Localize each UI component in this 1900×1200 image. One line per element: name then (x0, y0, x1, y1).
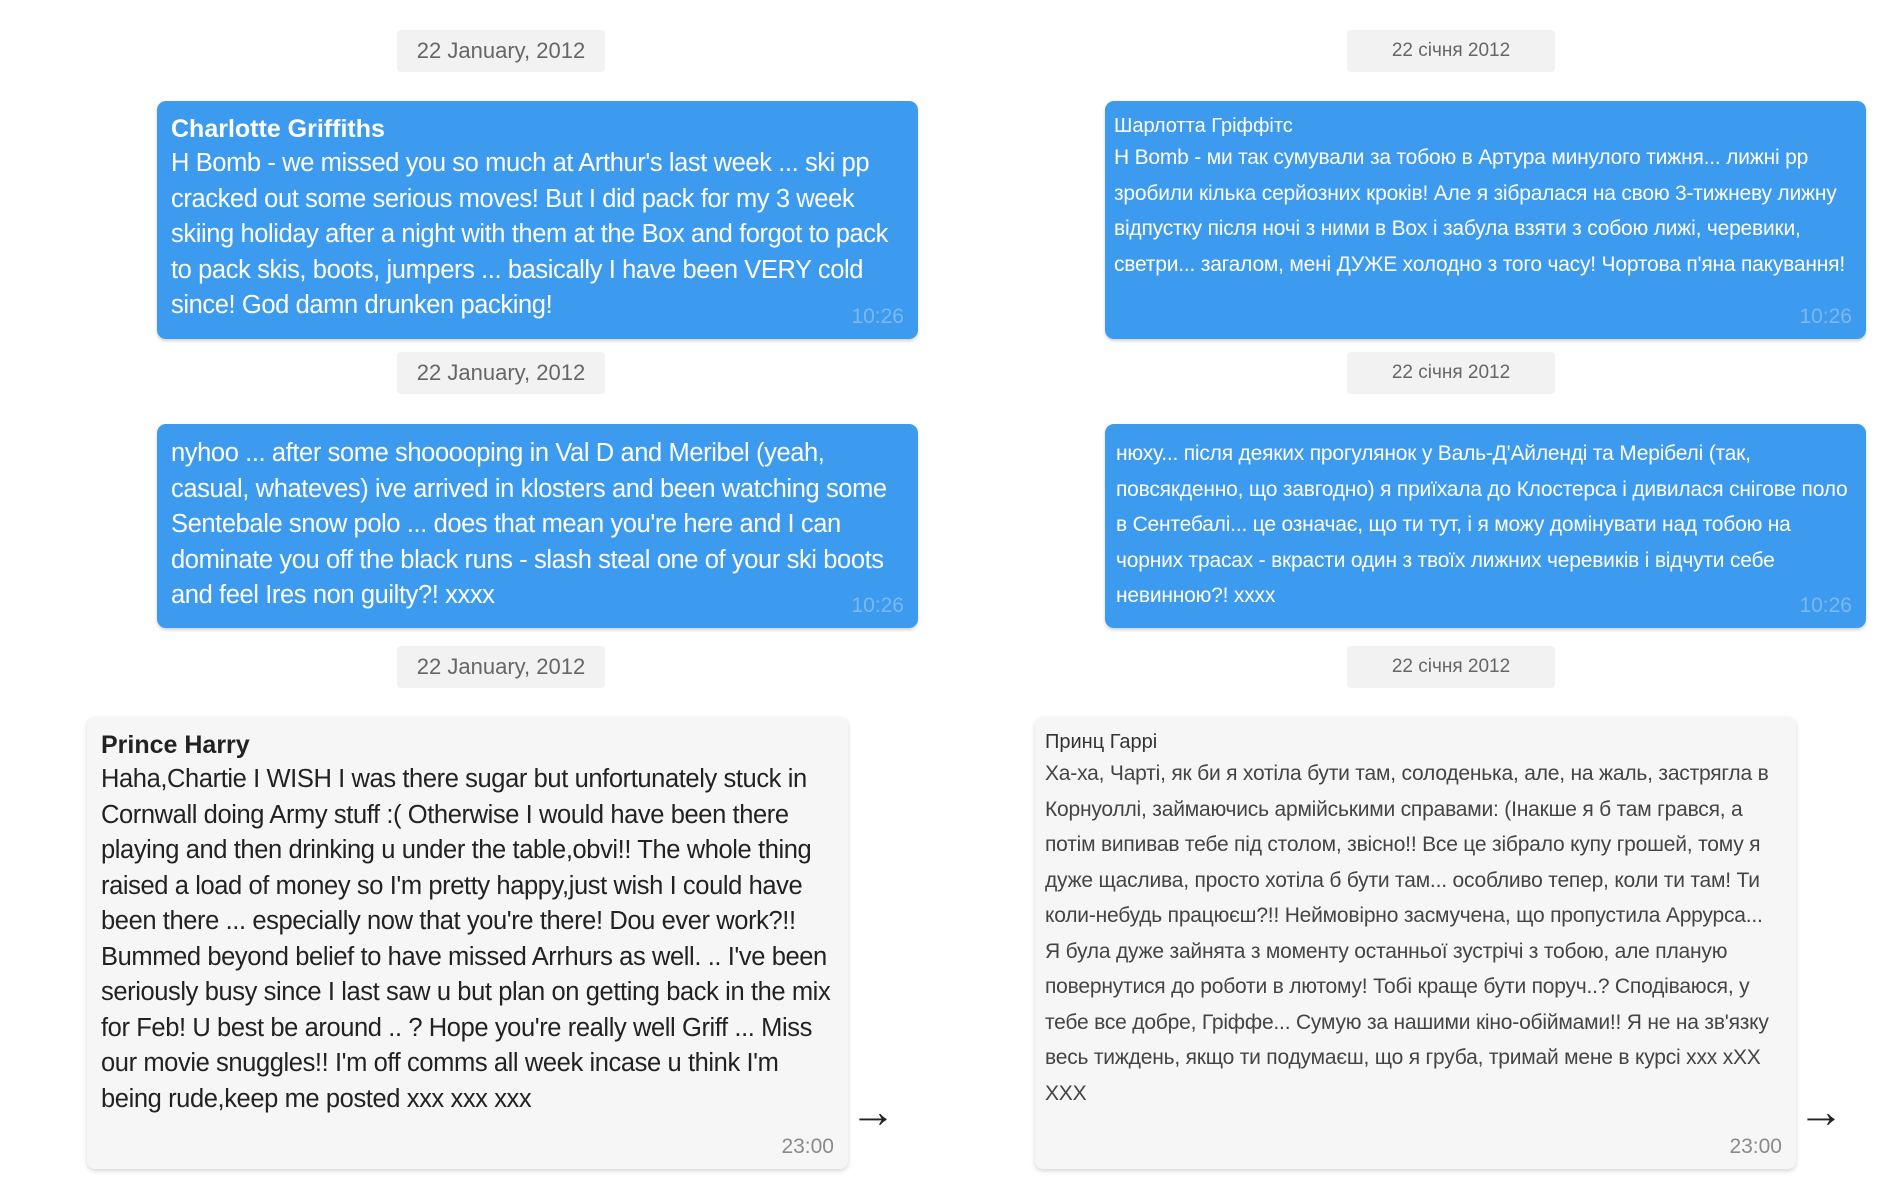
message-sender: Шарлотта Гріффітс (1114, 115, 1293, 137)
message-time: 10:26 (851, 594, 904, 617)
message-text: Ха-ха, Чарті, як би я хотіла бути там, солоденька, але, на жаль, застрягла в Корнуоллі, займаючись армійськими справами: (Інакше я б там грався, а потім випивав тебе під столом, звісно!! Все це зібрало купу грошей, тому я дуже щаслива, просто хотіла б бути там... особливо тепер, коли ти там! Ти коли-небудь працюєш?!! Неймовірно засмучена, що пропустила Аррурса... Я була дуже зайнята з моменту останньої зустрічі з тобою, але планую повернутися до роботи в лютому! Тобі краще бути поруч..? Сподіваюся, у тебе все добре, Гріффе... Сумую за нашими кіно-обіймами!! Я не на зв'язку весь тиждень, якщо ти подумаєш, що я груба, тримай мене в курсі xxx xXX XXX (1045, 762, 1769, 1105)
message-text: Haha,Chartie I WISH I was there sugar but unfortunately stuck in Cornwall doing Army stuff :( Otherwise I would have been there playing and then drinking u under the table,obvi!! The whole thing raised a load of money so I'm pretty happy,just wish I could have been there ... especially now that you're there! Dou ever work?!! Bummed beyond belief to have missed Arrhurs as well. .. I've been seriously busy since I last saw u but plan on getting back in the mix for Feb! U best be around .. ? Hope you're really well Griff ... Miss our movie snuggles!! I'm off comms all week incase u think I'm being rude,keep me posted xxx xxx xxx (101, 765, 831, 1113)
message-bubble[interactable] (1105, 424, 1866, 628)
message-text: nyhoo ... after some shooooping in Val D and Meribel (yeah, casual, whateves) ive arrived in klosters and been watching some Sentebale snow polo ... does that mean you're here and I can dominate you off the black runs - slash steal one of your ski boots and feel Ires non guilty?! xxxx (171, 439, 887, 609)
message-text: H Bomb - we missed you so much at Arthur's last week ... ski pp cracked out some serious moves! But I did pack for my 3 week skiing holiday after a night with them at the Box and forgot to pack to pack skis, boots, jumpers ... basically I have been VERY cold since! God damn drunken packing! (171, 149, 888, 319)
message-time: 23:00 (1729, 1135, 1782, 1158)
message-time: 23:00 (781, 1135, 834, 1158)
date-separator: 22 January, 2012 (397, 646, 605, 688)
date-separator: 22 січня 2012 (1347, 352, 1555, 394)
message-sender: Prince Harry (101, 731, 250, 759)
message-sender: Принц Гаррі (1045, 731, 1158, 753)
message-text: нюху... після деяких прогулянок у Валь-Д'Айленді та Мерібелі (так, повсякденно, що завгодно) я приїхала до Клостерса і дивилася снігове поло в Сентебалі... це означає, що ти тут, і я можу домінувати над тобою на чорних трасах - вкрасти один з твоїх лижних черевиків і відчути себе невинною?! xxxx (1116, 442, 1848, 607)
date-separator: 22 January, 2012 (397, 352, 605, 394)
right-arrow-icon: → (850, 1085, 896, 1137)
message-bubble[interactable] (87, 717, 848, 1169)
message-bubble[interactable] (157, 424, 918, 628)
message-text: H Bomb - ми так сумували за тобою в Артура минулого тижня... лижні pp зробили кілька серйозних кроків! Але я зібралася на свою 3-тижневу лижну відпустку після ночі з ними в Box і забула взяти з собою лижі, черевики, светри... загалом, мені ДУЖЕ холодно з того часу! Чортова п'яна пакування! (1114, 146, 1845, 276)
message-bubble[interactable] (1035, 717, 1796, 1169)
message-sender: Charlotte Griffiths (171, 115, 385, 143)
message-bubble[interactable] (1105, 101, 1866, 339)
message-time: 10:26 (1799, 305, 1852, 328)
message-time: 10:26 (1799, 594, 1852, 617)
date-separator: 22 січня 2012 (1347, 646, 1555, 688)
date-separator: 22 January, 2012 (397, 30, 605, 72)
ukrainian-column (950, 0, 1900, 1200)
message-bubble[interactable] (157, 101, 918, 339)
right-arrow-icon: → (1798, 1085, 1844, 1137)
date-separator: 22 січня 2012 (1347, 30, 1555, 72)
message-time: 10:26 (851, 305, 904, 328)
